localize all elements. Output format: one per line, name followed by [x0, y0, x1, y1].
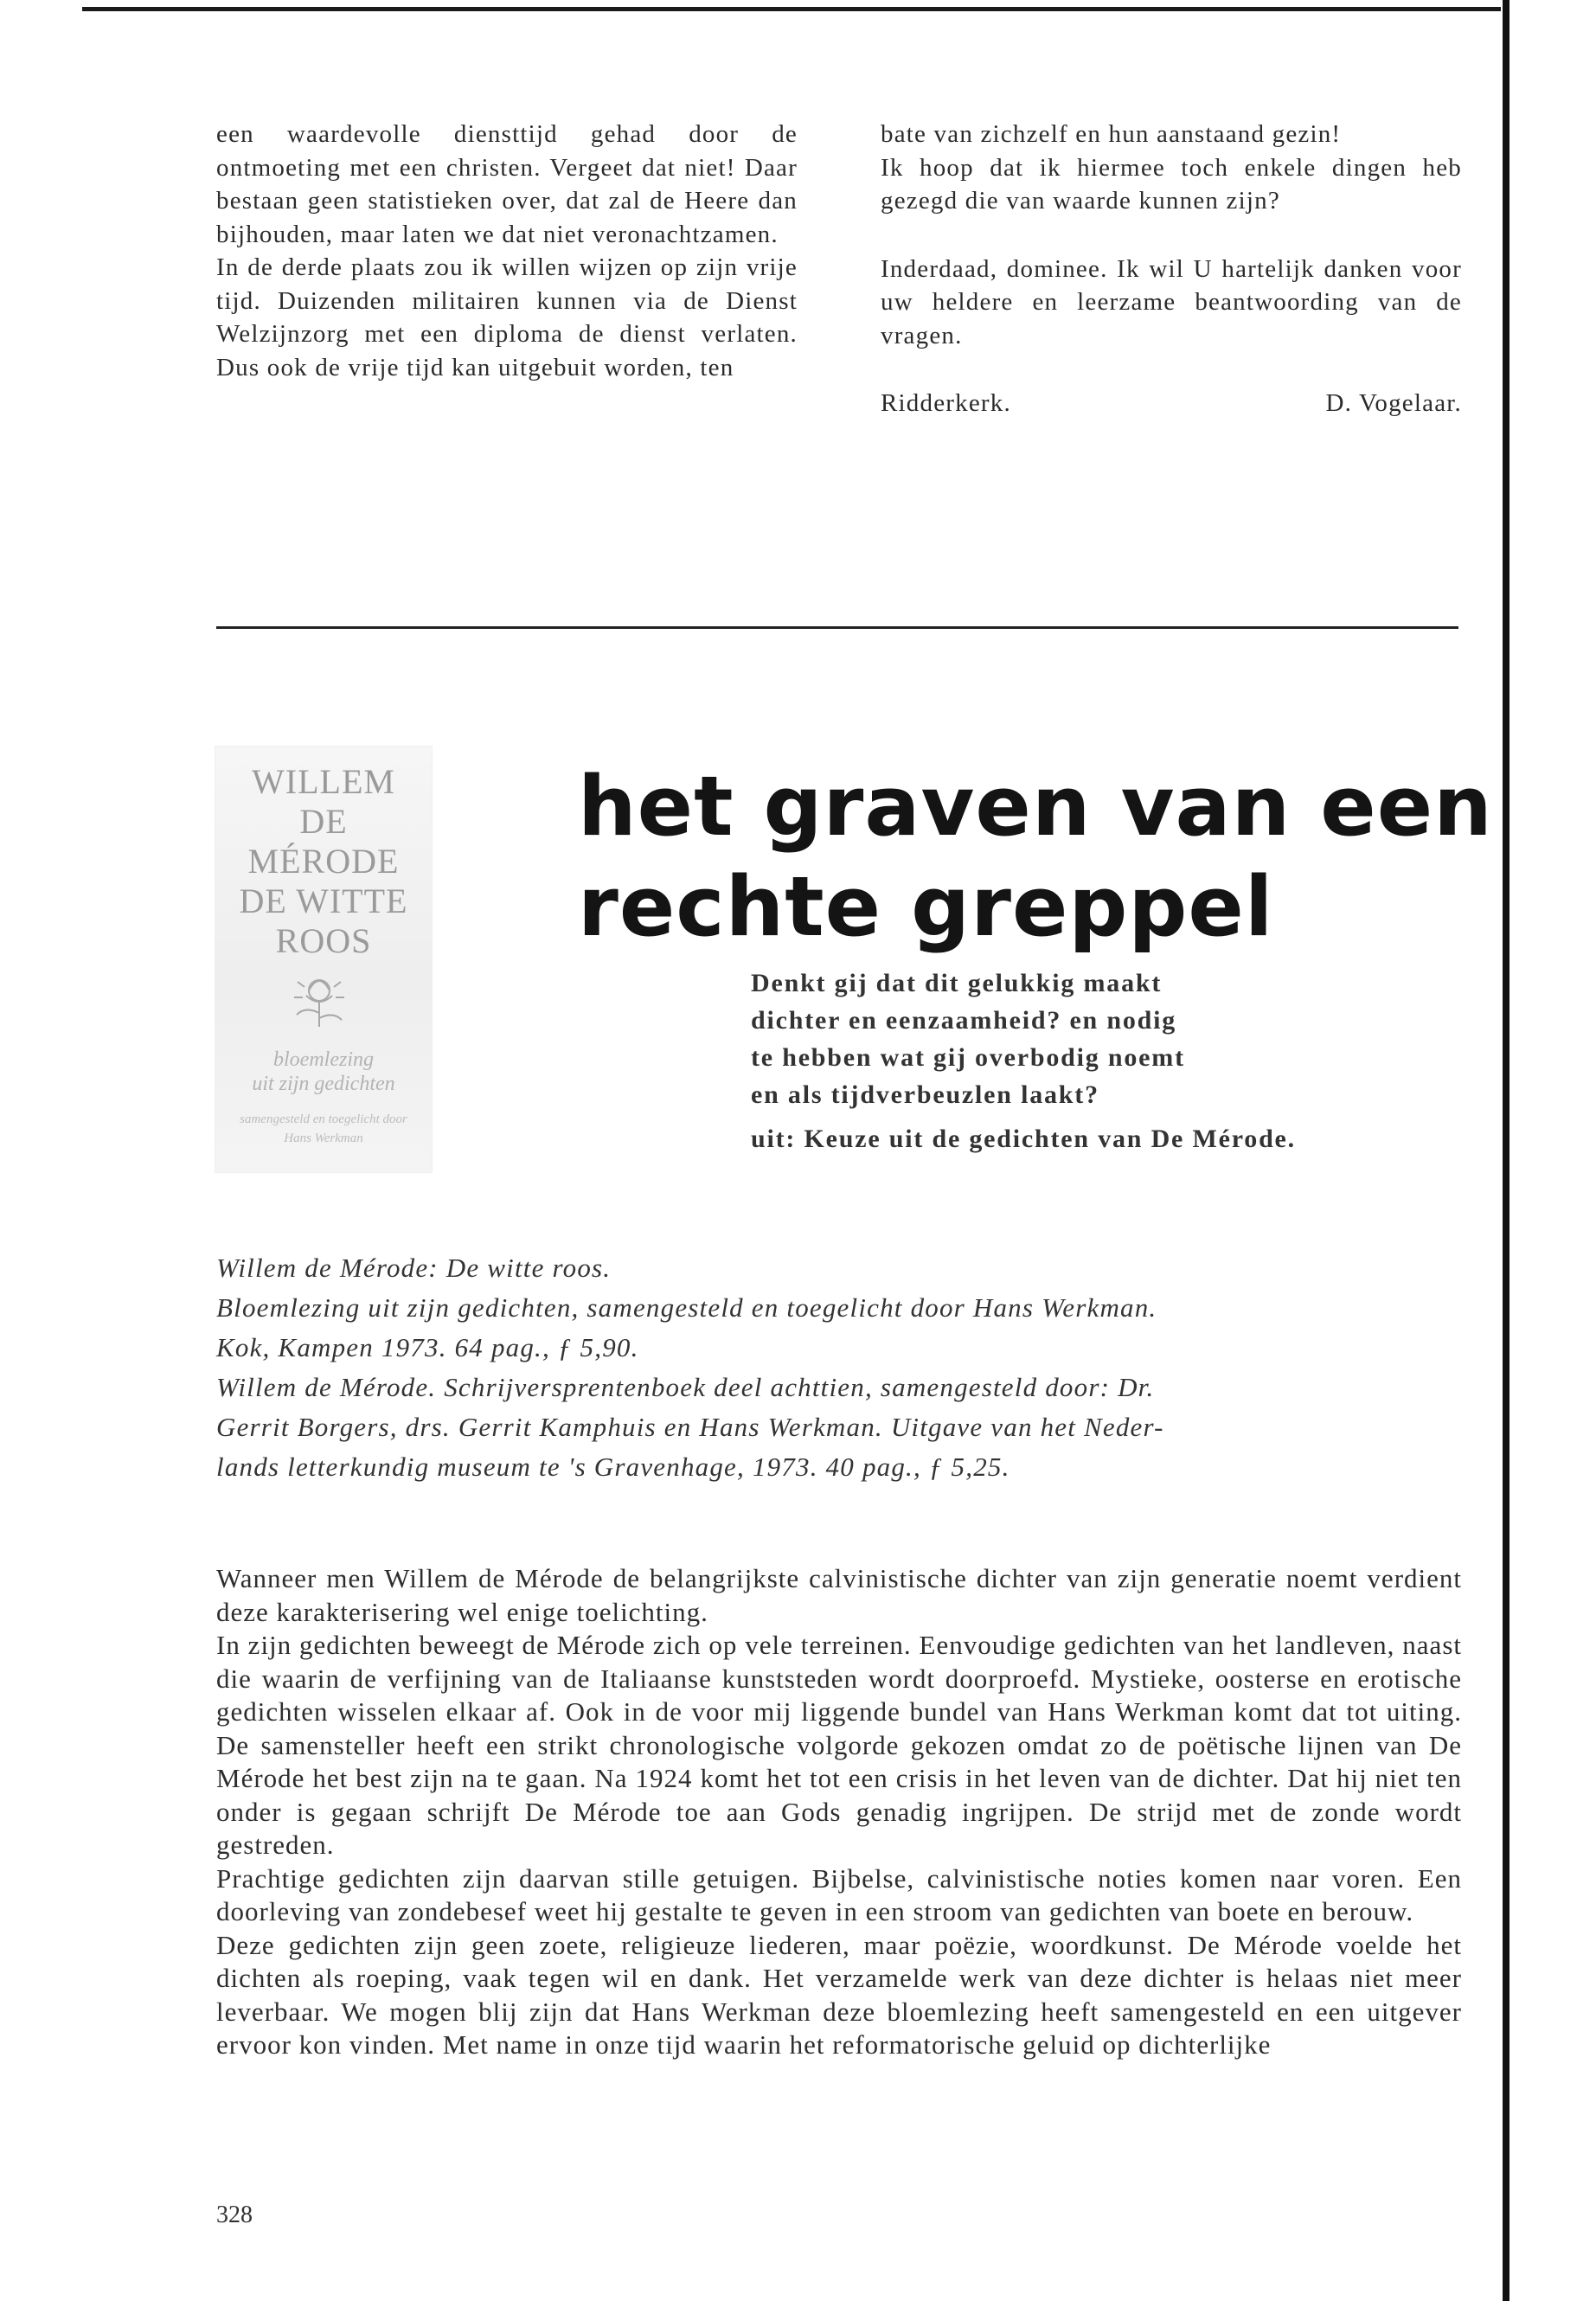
poem-line: dichter en eenzaamheid? en nodig [751, 1006, 1177, 1035]
cover-title-line: DE WITTE [239, 881, 408, 920]
bibliography-line: lands letterkundig museum te 's Gravenhage, 1973. 40 pag., ƒ 5,25. [216, 1452, 1010, 1482]
cover-subtitle-line: bloemlezing [273, 1048, 374, 1071]
section-divider [216, 626, 1458, 629]
signature-line [881, 387, 1462, 420]
cover-title-line: ROOS [275, 921, 372, 960]
cover-title-line: MÉRODE [247, 842, 400, 881]
right-paragraph: Ik hoop dat ik hiermee toch enkele dingen heb gezegd die van waarde kunnen zijn? [881, 153, 1462, 215]
bibliography-line: Bloemlezing uit zijn gedichten, samengesteld en toegelicht door Hans Werkman. [216, 1292, 1157, 1323]
signature-name: D. Vogelaar. [1325, 389, 1462, 417]
body-paragraph: Prachtige gedichten zijn daarvan stille getuigen. Bijbelse, calvinistische noties komen naar voren. Een doorleving van zondebesef weet hij gestalte te geven in een stroom van gedichten van boete en berouw. [216, 1862, 1462, 1926]
paragraph-gap [881, 352, 1462, 387]
left-paragraph: In de derde plaats zou ik willen wijzen op zijn vrije tijd. Duizenden militairen kunnen via de Dienst Welzijnzorg met een diploma de dienst verlaten. Dus ook de vrije tijd kan uitgebuit worden, ten [216, 253, 798, 381]
body-paragraph: Wanneer men Willem de Mérode de belangrijkste calvinistische dichter van zijn generatie noemt verdient deze karakterisering wel enige toelichting. [216, 1563, 1462, 1627]
top-rule [82, 7, 1501, 11]
paragraph-gap [881, 218, 1462, 253]
poem-line: Denkt gij dat dit gelukkig maakt [751, 969, 1163, 997]
cover-title-line: WILLEM [252, 762, 395, 801]
headline-line: rechte greppel [578, 860, 1274, 955]
bibliography-line: Kok, Kampen 1973. 64 pag., ƒ 5,90. [216, 1332, 639, 1362]
bibliography [216, 1248, 1462, 1487]
poem-quote [751, 965, 1460, 1157]
cover-credit-line: Hans Werkman [284, 1131, 363, 1145]
bibliography-line: Gerrit Borgers, drs. Gerrit Kamphuis en Hans Werkman. Uitgave van het Neder- [216, 1412, 1164, 1442]
poem-line: en als tijdverbeuzlen laakt? [751, 1080, 1099, 1109]
rose-icon [280, 963, 358, 1032]
poem-source: uit: Keuze uit de gedichten van De Mérode. [751, 1125, 1296, 1153]
right-column [881, 118, 1462, 420]
article-headline [578, 757, 1493, 958]
right-paragraph: bate van zichzelf en hun aanstaand gezin! [881, 120, 1342, 148]
signature-place: Ridderkerk. [881, 389, 1011, 417]
left-paragraph: een waardevolle diensttijd gehad door de ontmoeting met een christen. Vergeet dat niet! Daar bestaan geen statistieken over, dat zal de Heere dan bijhouden, maar laten we dat niet veronachtzamen. [216, 120, 798, 248]
page-number: 328 [216, 2202, 253, 2228]
left-column [216, 118, 798, 384]
poem-line: te hebben wat gij overbodig noemt [751, 1043, 1185, 1072]
body-paragraph: Deze gedichten zijn geen zoete, religieuze liederen, maar poëzie, woordkunst. De Mérode voelde het dichten als roeping, vaak tegen wil en dank. Het verzamelde werk van deze dichter is helaas niet meer leverbaar. We mogen blij zijn dat Hans Werkman deze bloemlezing heeft samengesteld en een uitgever ervoor kon vinden. Met name in onze tijd waarin het reformatorische geluid op dichterlijke [216, 1929, 1462, 2060]
book-cover-subtitle [215, 1048, 432, 1096]
cover-title-line: DE [299, 802, 348, 841]
page-edge-rule [1503, 0, 1509, 2301]
cover-subtitle-line: uit zijn gedichten [252, 1073, 395, 1095]
bibliography-line: Willem de Mérode. Schrijversprentenboek deel achttien, samengesteld door: Dr. [216, 1372, 1155, 1402]
cover-credit-line: samengesteld en toegelicht door [240, 1112, 407, 1126]
review-body [216, 1562, 1462, 2062]
book-cover-title [215, 762, 432, 961]
right-paragraph: Inderdaad, dominee. Ik wil U hartelijk danken voor uw heldere en leerzame beantwoording van de vragen. [881, 254, 1462, 349]
body-paragraph: In zijn gedichten beweegt de Mérode zich op vele terreinen. Eenvoudige gedichten van het landleven, naast die waarin de verfijning van de Italiaanse kunststeden wordt doorproefd. Mystieke, oosterse en erotische gedichten wisselen elkaar af. Ook in de voor mij liggende bundel van Hans Werkman komt dat tot uiting. De samensteller heeft een strikt chronologische volgorde gekozen omdat zo de poëtische lijnen van De Mérode het best zijn na te gaan. Na 1924 komt het tot een crisis in het leven van de dichter. Dat hij niet ten onder is gegaan schrijft De Mérode toe aan Gods genadig ingrijpen. De strijd met de zonde wordt gestreden. [216, 1630, 1462, 1860]
book-cover-image [215, 746, 433, 1173]
book-cover-credits [215, 1110, 432, 1148]
headline-line: het graven van een [578, 760, 1493, 855]
bibliography-line: Willem de Mérode: De witte roos. [216, 1253, 612, 1283]
